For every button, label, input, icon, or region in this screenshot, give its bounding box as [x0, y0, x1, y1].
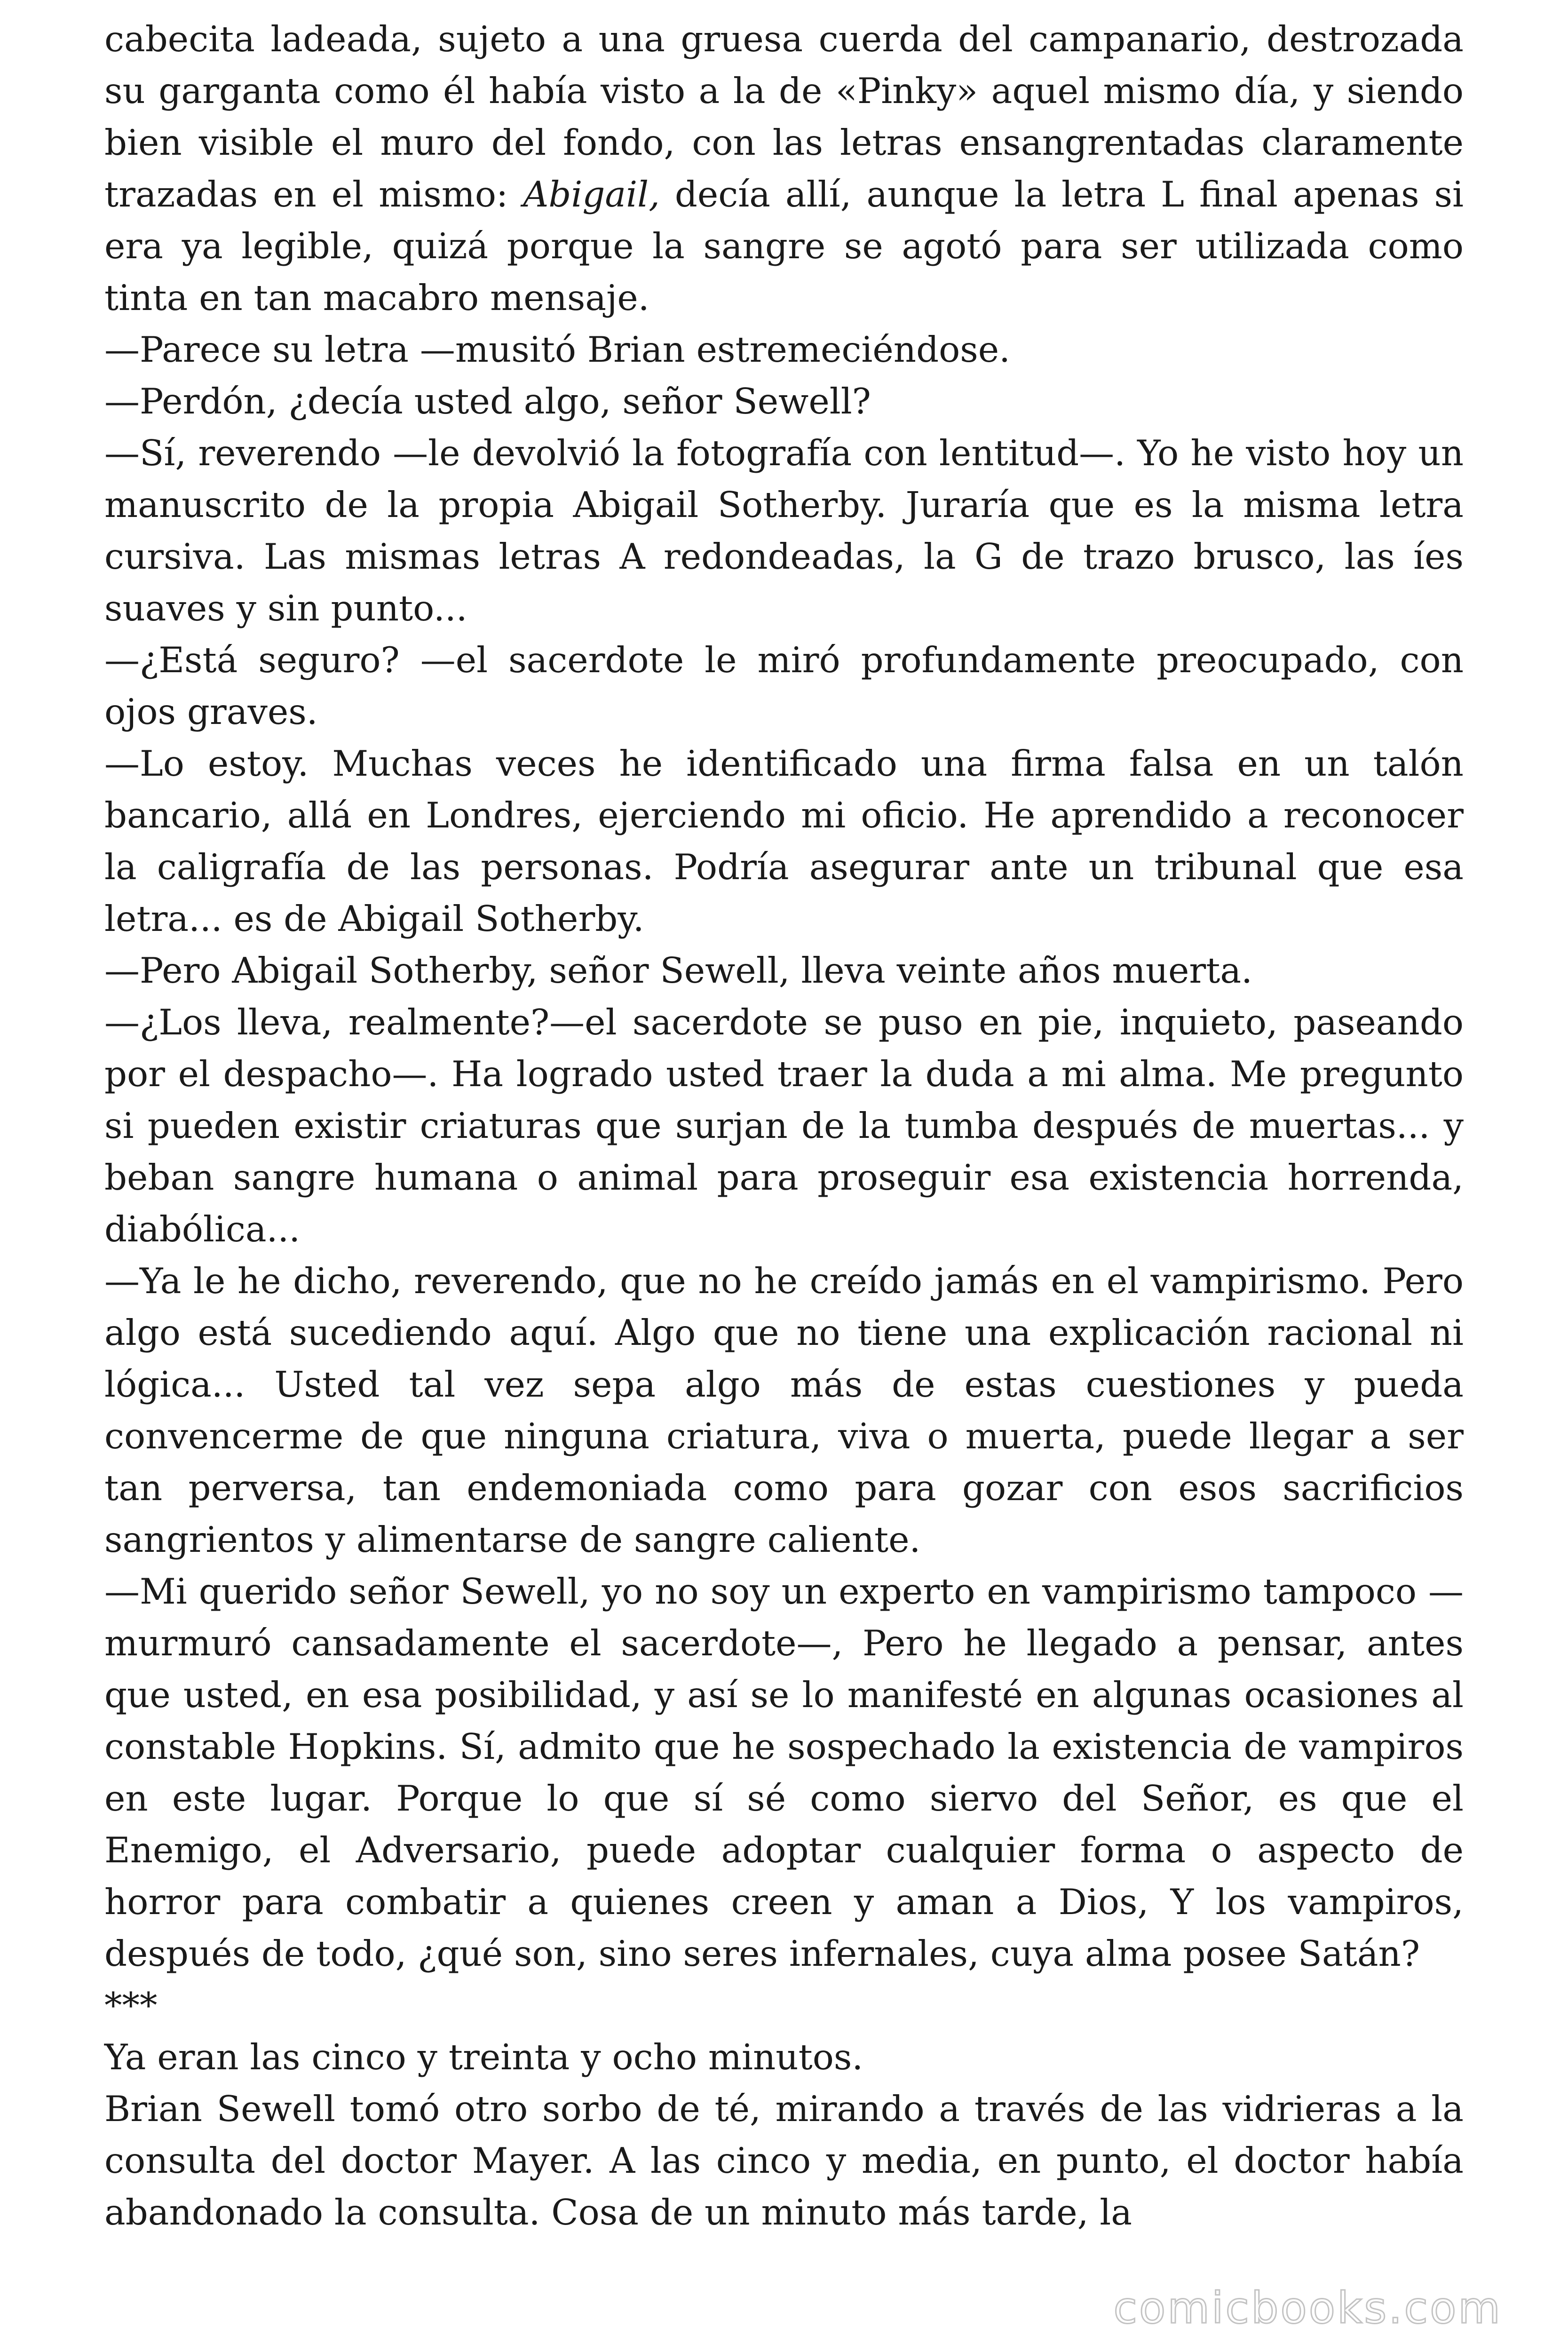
- paragraph-text: cabecita ladeada, sujeto a una gruesa cuerda del campanario, destrozada su garganta como él había visto a la de «Pinky» aquel mismo día, y siendo bien visible el muro del fondo, con las letras ensangrentadas claramente trazadas en el mismo:: [104, 18, 1464, 215]
- paragraph: —Lo estoy. Muchas veces he identificado una firma falsa en un talón bancario, allá en Londres, ejerciendo mi oficio. He aprendido a reconocer la caligrafía de las personas. Podría asegurar ante un tribunal que esa letra... es de Abigail Sotherby.: [104, 743, 1464, 939]
- paragraph: Brian Sewell tomó otro sorbo de té, mirando a través de las vidrieras a la consulta del doctor Mayer. A las cinco y media, en punto, el doctor había abandonado la consulta. Cosa de un minuto más tarde, la: [104, 2088, 1464, 2233]
- paragraph: —Mi querido señor Sewell, yo no soy un experto en vampirismo tampoco —murmuró cansadamente el sacerdote—, Pero he llegado a pensar, antes que usted, en esa posibilidad, y así se lo manifesté en algunas ocasiones al constable Hopkins. Sí, admito que he sospechado la existencia de vampiros en este lugar. Porque lo que sí sé como siervo del Señor, es que el Enemigo, el Adversario, puede adoptar cualquier forma o aspecto de horror para combatir a quienes creen y aman a Dios, Y los vampiros, después de todo, ¿qué son, sino seres infernales, cuya alma posee Satán?: [104, 1571, 1464, 1974]
- paragraph-text: decía allí, aunque la letra L final apenas si era ya legible, quizá porque la sangre se agotó para ser utilizada como tinta en tan macabro mensaje.: [104, 174, 1464, 318]
- watermark: comicbooks.com: [1113, 2283, 1502, 2333]
- emphasized-text: Abigail,: [523, 174, 660, 215]
- paragraph: —¿Está seguro? —el sacerdote le miró profundamente preocupado, con ojos graves.: [104, 639, 1464, 732]
- paragraph: —Perdón, ¿decía usted algo, señor Sewell?: [104, 381, 871, 422]
- paragraph: [104, 13, 1464, 324]
- paragraph: —Sí, reverendo —le devolvió la fotografía con lentitud—. Yo he visto hoy un manuscrito de la propia Abigail Sotherby. Juraría que es la misma letra cursiva. Las mismas letras A redondeadas, la G de trazo brusco, las íes suaves y sin punto...: [104, 432, 1464, 629]
- paragraph: Ya eran las cinco y treinta y ocho minutos.: [104, 2036, 863, 2078]
- document-page: [104, 13, 1464, 2238]
- section-separator: ***: [104, 1985, 158, 2026]
- paragraph: —Parece su letra —musitó Brian estremeciéndose.: [104, 329, 1010, 370]
- paragraph: —Pero Abigail Sotherby, señor Sewell, lleva veinte años muerta.: [104, 950, 1252, 991]
- paragraph: —¿Los lleva, realmente?—el sacerdote se puso en pie, inquieto, paseando por el despacho—. Ha logrado usted traer la duda a mi alma. Me pregunto si pueden existir criaturas que surjan de la tumba después de muertas... y beban sangre humana o animal para proseguir esa existencia horrenda, diabólica...: [104, 1001, 1464, 1250]
- paragraph: —Ya le he dicho, reverendo, que no he creído jamás en el vampirismo. Pero algo está sucediendo aquí. Algo que no tiene una explicación racional ni lógica... Usted tal vez sepa algo más de estas cuestiones y pueda convencerme de que ninguna criatura, viva o muerta, puede llegar a ser tan perversa, tan endemoniada como para gozar con esos sacrificios sangrientos y alimentarse de sangre caliente.: [104, 1260, 1464, 1560]
